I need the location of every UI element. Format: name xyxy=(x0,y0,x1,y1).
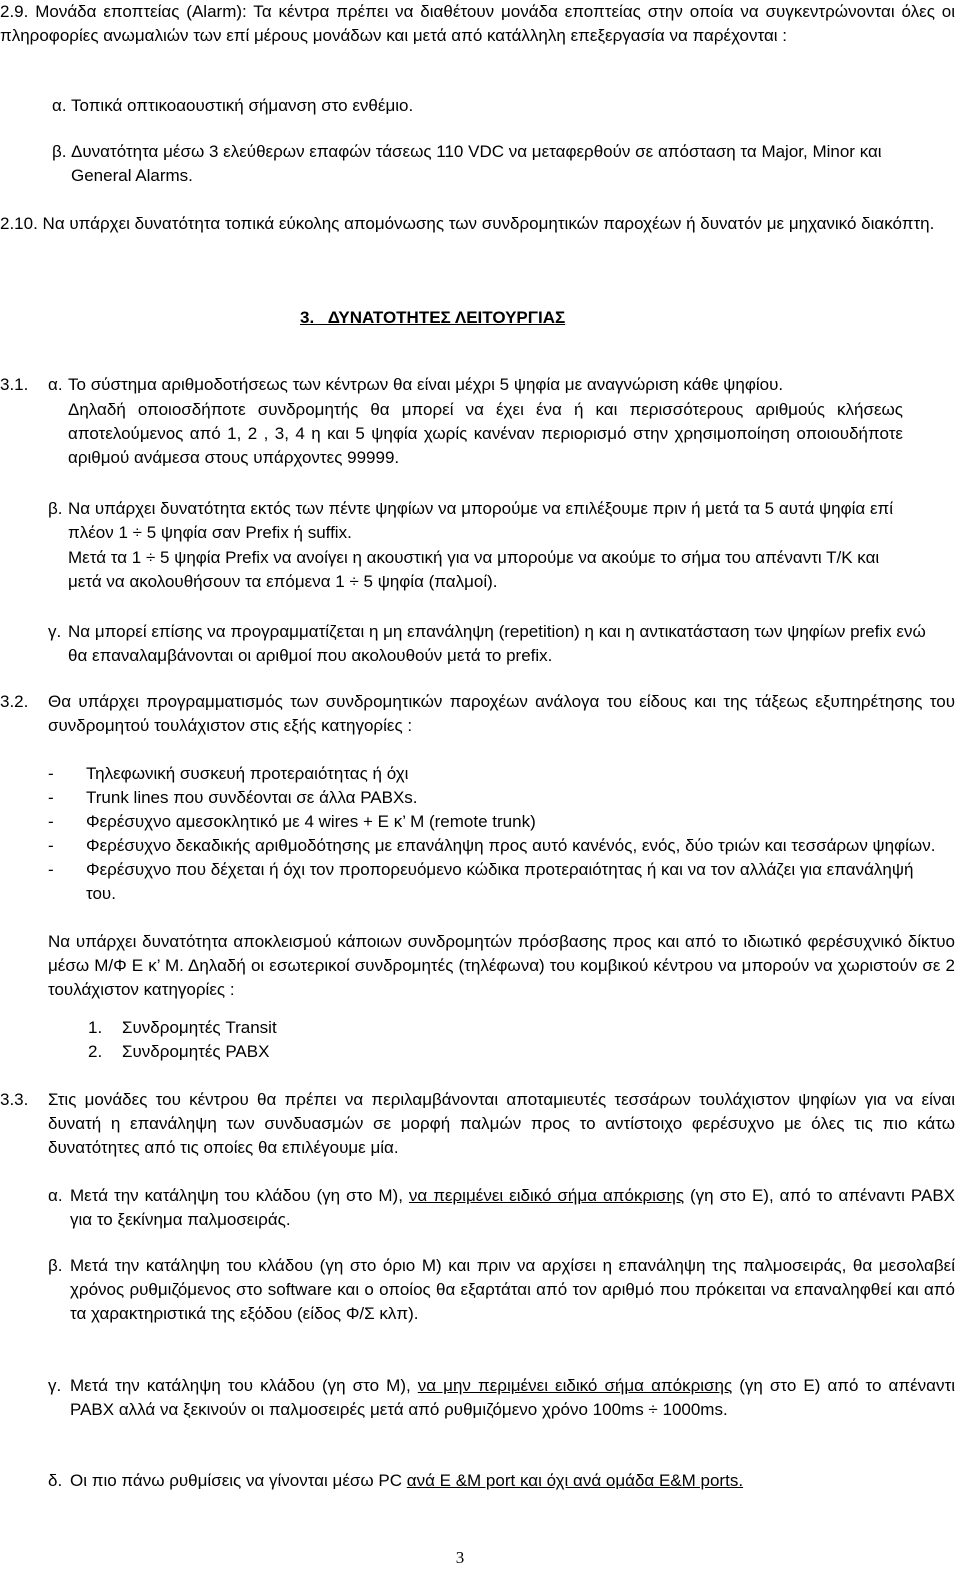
list-item: - Trunk lines που συνδέονται σε άλλα PABXs. xyxy=(48,788,418,807)
item-2-9-a: α. Τοπικά οπτικοαουστική σήμανση στο ενθέμιο. xyxy=(52,96,414,115)
section-text: Μονάδα εποπτείας (Alarm): Τα κέντρα πρέπει να διαθέτουν μονάδα εποπτείας στην οποία να συγκεντρώνονται όλες οι πληροφορίες ανωμαλιών των επί μέρους μονάδων και μετά από κατάλληλη επεξεργασία να παρέχονται : xyxy=(0,2,955,45)
item-3-3-c-text: Μετά την κατάληψη του κλάδου (γη στο Μ), να μην περιμένει ειδικό σήμα απόκρισης (γη στο Ε) από το απέναντι PABX αλλά να ξεκινούν οι παλμοσειρές μετά από ρυθμιζόμενο χρόνο 100ms ÷ 1000ms. xyxy=(70,1376,955,1419)
item-3-3-c-label: γ. xyxy=(48,1376,62,1395)
section-number: 2.10. xyxy=(0,214,38,233)
page-number: 3 xyxy=(455,1548,465,1567)
section-2-9-paragraph xyxy=(0,0,955,48)
category-list xyxy=(48,762,948,906)
section-3-2-paragraph: Να υπάρχει δυνατότητα αποκλεισμού κάποιων συνδρομητών πρόσβασης προς και από το ιδιωτικό φερέσυχνικό δίκτυο μέσω Μ/Φ Ε κ’ Μ. Δηλαδή οι εσωτερικοί συνδρομητές (τηλέφωνα) του κομβικού κέντρου να μπορούν να χωριστούν σε 2 τουλάχιστον κατηγορίες : xyxy=(48,932,955,999)
item-3-1-a-text: Το σύστημα αριθμοδοτήσεως των κέντρων θα είναι μέχρι 5 ψηφία με αναγνώριση κάθε ψηφίου. xyxy=(68,375,784,394)
section-heading: 3. ΔΥΝΑΤΟΤΗΤΕΣ ΛΕΙΤΟΥΡΓΙΑΣ xyxy=(300,308,566,327)
list-item: - Φερέσυχνο που δέχεται ή όχι τον προπορευόμενο κώδικα προτεραιότητας ή και να τον αλλάζει για επανάληψή του. xyxy=(48,860,914,903)
item-3-1-a-label: α. xyxy=(48,375,63,394)
section-text: Να υπάρχει δυνατότητα τοπικά εύκολης απομόνωσης των συνδρομητικών παροχέων ή δυνατόν με μηχανικό διακόπτη. xyxy=(42,214,935,233)
section-3-1-number: 3.1. xyxy=(0,375,29,394)
item-3-1-c-label: γ. xyxy=(48,622,62,641)
item-3-1-a-continuation: Δηλαδή οποιοσδήποτε συνδρομητής θα μπορεί να έχει ένα ή και περισσότερους αριθμούς κλήσεως αποτελούμενος από 1, 2 , 3, 4 η και 5 ψηφία χωρίς κανέναν περιορισμό στην χρησιμοποίηση οποιουδήποτε αριθμού ανάμεσα στους υπάρχοντες 99999. xyxy=(68,400,903,467)
item-3-1-c-text: Να μπορεί επίσης να προγραμματίζεται η μη επανάληψη (repetition) η και η αντικατάσταση των ψηφίων prefix ενώ θα επαναλαμβάνονται οι αριθμοί που ακολουθούν μετά το prefix. xyxy=(68,622,926,665)
item-3-3-d-text: Οι πιο πάνω ρυθμίσεις να γίνονται μέσω PC ανά Ε &Μ port και όχι ανά ομάδα Ε&Μ ports. xyxy=(70,1471,744,1490)
section-3-2-text: Θα υπάρχει προγραμματισμός των συνδρομητικών παροχέων ανάλογα του είδους και της τάξεως εξυπηρέτησης του συνδρομητού τουλάχιστον στις εξής κατηγορίες : xyxy=(48,692,955,735)
item-3-3-b-label: β. xyxy=(48,1256,63,1275)
section-2-10-paragraph xyxy=(0,212,955,236)
list-item: - Φερέσυχνο δεκαδικής αριθμοδότησης με επανάληψη προς αυτό κανένός, ενός, δύο τριών και τεσσάρων ψηφίων. xyxy=(48,836,936,855)
item-3-3-a-text: Μετά την κατάληψη του κλάδου (γη στο Μ), να περιμένει ειδικό σήμα απόκρισης (γη στο Ε), από το απέναντι PABX για το ξεκίνημα παλμοσειράς. xyxy=(70,1186,955,1229)
item-3-3-b-text: Μετά την κατάληψη του κλάδου (γη στο όριο Μ) και πριν να αρχίσει η επανάληψη της παλμοσειράς, θα μεσολαβεί χρόνος ρυθμιζόμενος στο software και ο οποίος θα εξαρτάται από τον αριθμό που πρόκειται να επαναληφθεί και από τα χαρακτηριστικά της εξόδου (είδος Φ/Σ κλπ). xyxy=(70,1256,955,1323)
section-number: 2.9. xyxy=(0,2,29,21)
item-3-3-a-label: α. xyxy=(48,1186,63,1205)
item-3-1-b-label: β. xyxy=(48,499,63,518)
section-3-2-number: 3.2. xyxy=(0,692,29,711)
list-item: - Τηλεφωνική συσκευή προτεραιότητας ή όχι xyxy=(48,764,409,783)
item-3-1-b-text: Να υπάρχει δυνατότητα εκτός των πέντε ψηφίων να μπορούμε να επιλέξουμε πριν ή μετά τα 5 αυτά ψηφία επί πλέον 1 ÷ 5 ψηφία σαν Prefix ή suffix. xyxy=(68,499,894,542)
list-item: 1. Συνδρομητές Transit xyxy=(88,1018,277,1037)
section-3-3-number: 3.3. xyxy=(0,1090,29,1109)
list-item: - Φερέσυχνο αμεσοκλητικό με 4 wires + E κ’ M (remote trunk) xyxy=(48,812,536,831)
underlined-phrase: ανά Ε &Μ port και όχι ανά ομάδα Ε&Μ ports. xyxy=(406,1471,744,1490)
item-3-3-d-label: δ. xyxy=(48,1471,63,1490)
item-2-9-b-text: Δυνατότητα μέσω 3 ελεύθερων επαφών τάσεως 110 VDC να μεταφερθούν σε απόσταση τα Major, Minor και General Alarms. xyxy=(71,142,882,185)
underlined-phrase: να μην περιμένει ειδικό σήμα απόκρισης xyxy=(417,1376,733,1395)
item-3-1-b-continuation: Μετά τα 1 ÷ 5 ψηφία Prefix να ανοίγει η ακουστική για να μπορούμε να ακούμε το σήμα του απέναντι Τ/Κ και μετά να ακολουθήσουν τα επόμενα 1 ÷ 5 ψηφία (παλμοί). xyxy=(68,548,880,591)
item-2-9-b-label: β. xyxy=(52,142,67,161)
section-3-3-text: Στις μονάδες του κέντρου θα πρέπει να περιλαμβάνονται αποταμιευτές τεσσάρων τουλάχιστον ψηφίων για να είναι δυνατή η επανάληψη των συνδυασμών σε μορφή παλμών προς το αντίστοιχο φερέσυχνο με όλες τις πιο κάτω δυνατότητες από τις οποίες θα επιλέγουμε μία. xyxy=(48,1090,955,1157)
underlined-phrase: να περιμένει ειδικό σήμα απόκρισης xyxy=(408,1186,685,1205)
list-item: 2. Συνδρομητές PABX xyxy=(88,1042,270,1061)
numbered-list xyxy=(88,1016,488,1064)
